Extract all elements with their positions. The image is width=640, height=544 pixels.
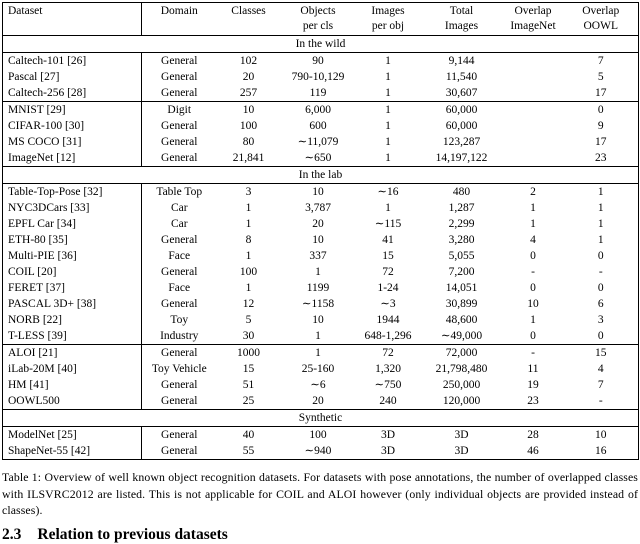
data-cell: ∼650 [304,152,332,164]
data-cell: 20 [312,218,324,230]
data-cell: 1 [245,218,252,230]
data-cell: 1 [245,250,252,262]
section-heading-title: Relation to previous datasets [37,525,228,543]
data-cell: 1,320 [375,363,401,375]
data-cell: 1 [281,345,356,362]
data-cell: 1 [385,136,391,148]
data-cell: 3D [380,429,396,441]
data-cell: 19 [527,379,539,391]
data-cell [503,85,564,102]
data-cell: 40 [242,429,255,441]
data-cell: 55 [242,445,255,457]
data-cell: ∼6 [310,379,326,391]
data-cell: 46 [527,445,539,457]
data-cell: 3,280 [448,234,475,246]
data-cell: 9 [597,120,604,132]
data-cell: 2,299 [448,218,475,230]
data-cell: 10 [595,429,607,441]
data-cell: 14,197,122 [435,152,488,164]
data-cell: 1199 [306,282,330,294]
table-row [3,280,639,296]
data-cell: 6,000 [281,102,356,119]
data-cell: ∼3 [380,298,396,310]
section-band [3,36,639,53]
table-row [3,377,639,393]
data-cell: 2 [530,186,536,198]
dataset-name-cell: ModelNet [25] [3,427,142,444]
data-cell: 100 [239,266,258,278]
table-row [3,232,639,248]
section-heading [2,526,638,544]
data-cell: 3 [245,186,252,198]
data-cell: Toy [170,314,189,326]
table-row [3,200,639,216]
data-cell: 0 [597,330,604,342]
data-cell: 5,055 [448,250,475,262]
table-row [3,345,639,362]
datasets-table [2,2,639,460]
data-cell: 1 [530,314,536,326]
data-cell: 1 [245,202,252,214]
dataset-name-cell: OOWL500 [3,393,142,410]
data-cell: 21,798,480 [435,363,488,375]
data-cell: 8 [245,234,252,246]
dataset-name-cell: HM [41] [3,377,142,393]
dataset-name-cell: Table-Top-Pose [32] [3,184,142,201]
data-cell: General [161,429,198,441]
dataset-name-cell: CIFAR-100 [30] [3,118,142,134]
section-title: Synthetic [3,410,639,427]
data-cell: 11,540 [445,71,478,83]
data-cell: Industry [160,330,199,342]
table-row [3,361,639,377]
data-cell: 17 [595,136,607,148]
data-cell: 90 [312,55,324,67]
data-cell: 790-10,129 [291,71,345,83]
data-cell: 1 [385,120,391,132]
data-cell: 1 [245,282,252,294]
data-cell: Digit [142,102,217,119]
data-cell: 1000 [217,345,281,362]
table-row [3,53,639,70]
data-cell: 25 [242,395,255,407]
data-cell: 17 [595,87,607,99]
data-cell: 1 [385,202,391,214]
data-cell: 1 [597,186,604,198]
data-cell: Face [168,282,191,294]
section-number: 2.3 [2,525,22,543]
data-cell: ∼940 [304,445,332,457]
data-cell: 3,787 [305,202,331,214]
table-row [3,102,639,119]
data-cell: 1 [385,152,391,164]
data-cell: 72 [356,345,421,362]
dataset-name-cell: ALOI [21] [3,345,142,362]
dataset-name-cell: ETH-80 [35] [3,232,142,248]
column-header-images-per-obj: Images per obj [371,5,405,32]
data-cell: 23 [527,395,539,407]
dataset-name-cell: Multi-PIE [36] [3,248,142,264]
table-row [3,69,639,85]
data-cell: 4 [530,234,536,246]
table-row [3,118,639,134]
data-cell: Table Top [156,186,203,198]
data-cell [503,102,564,119]
data-cell: 123,287 [442,136,481,148]
data-cell: 100 [309,429,327,441]
data-cell: 0 [597,250,604,262]
data-cell: General [161,266,198,278]
data-cell: - [598,266,603,278]
table-row [3,216,639,232]
data-cell: 257 [239,87,258,99]
data-cell: 7 [597,55,604,67]
data-cell [503,150,564,167]
data-cell: 240 [379,395,397,407]
data-cell: 1944 [376,314,400,326]
section-title: In the lab [3,167,639,184]
data-cell: Face [168,250,191,262]
data-cell: 60,000 [421,102,503,119]
data-cell: General [161,395,198,407]
table-row [3,150,639,167]
dataset-name-cell: Caltech-256 [28] [3,85,142,102]
data-cell: 1 [597,202,604,214]
column-header-objects-per-cls: Objects per cls [300,5,336,32]
data-cell: 119 [309,87,327,99]
data-cell: 72,000 [421,345,503,362]
dataset-name-cell: PASCAL 3D+ [38] [3,296,142,312]
data-cell: 3 [597,314,604,326]
data-cell: 41 [382,234,394,246]
data-cell [503,134,564,150]
data-cell: - [531,266,535,278]
table-row [3,184,639,201]
table-row [3,85,639,102]
data-cell: 48,600 [445,314,478,326]
data-cell: 23 [595,152,607,164]
data-cell: Toy Vehicle [151,363,207,375]
data-cell: 15 [242,363,255,375]
data-cell: ∼49,000 [440,330,483,342]
data-cell: ∼16 [377,186,399,198]
data-cell: 10 [312,186,324,198]
data-cell: 5 [597,71,604,83]
data-cell: 1 [356,102,421,119]
dataset-name-cell: EPFL Car [34] [3,216,142,232]
data-cell: 20 [242,71,255,83]
data-cell: 1 [385,71,391,83]
data-cell: General [142,345,217,362]
data-cell: 12 [242,298,255,310]
table-row [3,393,639,410]
data-cell: Car [170,202,188,214]
data-cell: 15 [564,345,639,362]
header-row [3,3,639,36]
data-cell: 5 [245,314,252,326]
dataset-name-cell: T-LESS [39] [3,328,142,345]
data-cell: 0 [530,330,536,342]
section-title: In the wild [3,36,639,53]
table-row [3,427,639,444]
column-header-dataset: Dataset [3,3,142,36]
data-cell: General [161,55,198,67]
data-cell: General [161,136,198,148]
data-cell: 3D [454,445,469,457]
table-row [3,248,639,264]
data-cell: 3D [454,429,469,441]
dataset-name-cell: Caltech-101 [26] [3,53,142,70]
table-header [3,3,639,36]
dataset-name-cell: Pascal [27] [3,69,142,85]
table-row [3,328,639,345]
data-cell: 480 [452,186,471,198]
data-cell: General [161,445,198,457]
data-cell: 14,051 [445,282,478,294]
dataset-name-cell: NYC3DCars [33] [3,200,142,216]
column-header-total-images: Total Images [444,5,479,32]
table-row [3,134,639,150]
column-header-domain: Domain [160,5,198,17]
section-band [3,410,639,427]
table-row [3,443,639,460]
data-cell: ∼750 [374,379,402,391]
data-cell: 9,144 [448,55,475,67]
dataset-name-cell: MNIST [29] [3,102,142,119]
table-row [3,296,639,312]
table-caption: Table 1: Overview of well known object recognition datasets. For datasets with pose annotations, the number of overlapped classes with ILSVRC2012 are listed. This is not applicable for COIL and ALOI however (only individual objects are provided instead of classes). [2,470,638,517]
dataset-name-cell: ShapeNet-55 [42] [3,443,142,460]
data-cell: 7,200 [448,266,475,278]
data-cell: General [161,379,198,391]
data-cell: 20 [312,395,324,407]
data-cell: General [161,71,198,83]
data-cell: 250,000 [442,379,481,391]
data-cell: 648-1,296 [364,330,412,342]
data-cell: 4 [597,363,604,375]
data-cell: 72 [382,266,394,278]
data-cell: General [161,120,198,132]
data-cell: Car [170,218,188,230]
data-cell: - [503,345,564,362]
data-cell: 25-160 [301,363,335,375]
section-band [3,167,639,184]
column-header-overlap-imagenet: Overlap ImageNet [510,5,556,32]
data-cell: 600 [309,120,327,132]
data-cell: 1-24 [377,282,399,294]
data-cell: 1 [385,55,391,67]
data-cell: 1 [530,202,536,214]
data-cell: - [598,395,603,407]
data-cell: 100 [239,120,258,132]
data-cell: 120,000 [442,395,481,407]
data-cell: 15 [382,250,394,262]
data-cell: 6 [597,298,604,310]
table-row [3,312,639,328]
table-row [3,264,639,280]
data-cell: 16 [595,445,607,457]
data-cell: General [161,234,198,246]
column-header-overlap-oowl: Overlap OOWL [582,5,620,32]
data-cell: 1 [385,87,391,99]
data-cell: 10 [312,234,324,246]
data-cell: ∼11,079 [297,136,339,148]
data-cell: General [161,298,198,310]
data-cell: ∼1158 [301,298,335,310]
data-cell: 30,607 [445,87,478,99]
data-cell: 51 [242,379,255,391]
data-cell: 102 [239,55,258,67]
data-cell: 1,287 [448,202,475,214]
dataset-name-cell: COIL [20] [3,264,142,280]
dataset-name-cell: NORB [22] [3,312,142,328]
data-cell: 337 [309,250,327,262]
data-cell: 1 [315,330,321,342]
data-cell: General [161,87,198,99]
data-cell: General [161,152,198,164]
data-cell: 0 [530,282,536,294]
data-cell: 30,899 [445,298,478,310]
data-cell: 1 [315,266,321,278]
column-header-classes: Classes [231,5,266,17]
data-cell: 28 [527,429,539,441]
data-cell: 30 [242,330,255,342]
dataset-name-cell: MS COCO [31] [3,134,142,150]
dataset-name-cell: iLab-20M [40] [3,361,142,377]
data-cell: 7 [597,379,604,391]
data-cell: 80 [242,136,255,148]
data-cell: 10 [217,102,281,119]
data-cell: 10 [527,298,539,310]
data-cell: 3D [380,445,396,457]
dataset-name-cell: FERET [37] [3,280,142,296]
data-cell [503,118,564,134]
data-cell: ∼115 [374,218,402,230]
data-cell: 0 [564,102,639,119]
data-cell: 1 [597,218,604,230]
data-cell: 11 [527,363,539,375]
data-cell: 10 [312,314,324,326]
data-cell: 1 [597,234,604,246]
table-body [3,36,639,460]
data-cell: 60,000 [445,120,478,132]
data-cell: 1 [530,218,536,230]
data-cell: 0 [530,250,536,262]
data-cell: 21,841 [232,152,265,164]
data-cell: 0 [597,282,604,294]
dataset-name-cell: ImageNet [12] [3,150,142,167]
data-cell [503,53,564,70]
data-cell [503,69,564,85]
